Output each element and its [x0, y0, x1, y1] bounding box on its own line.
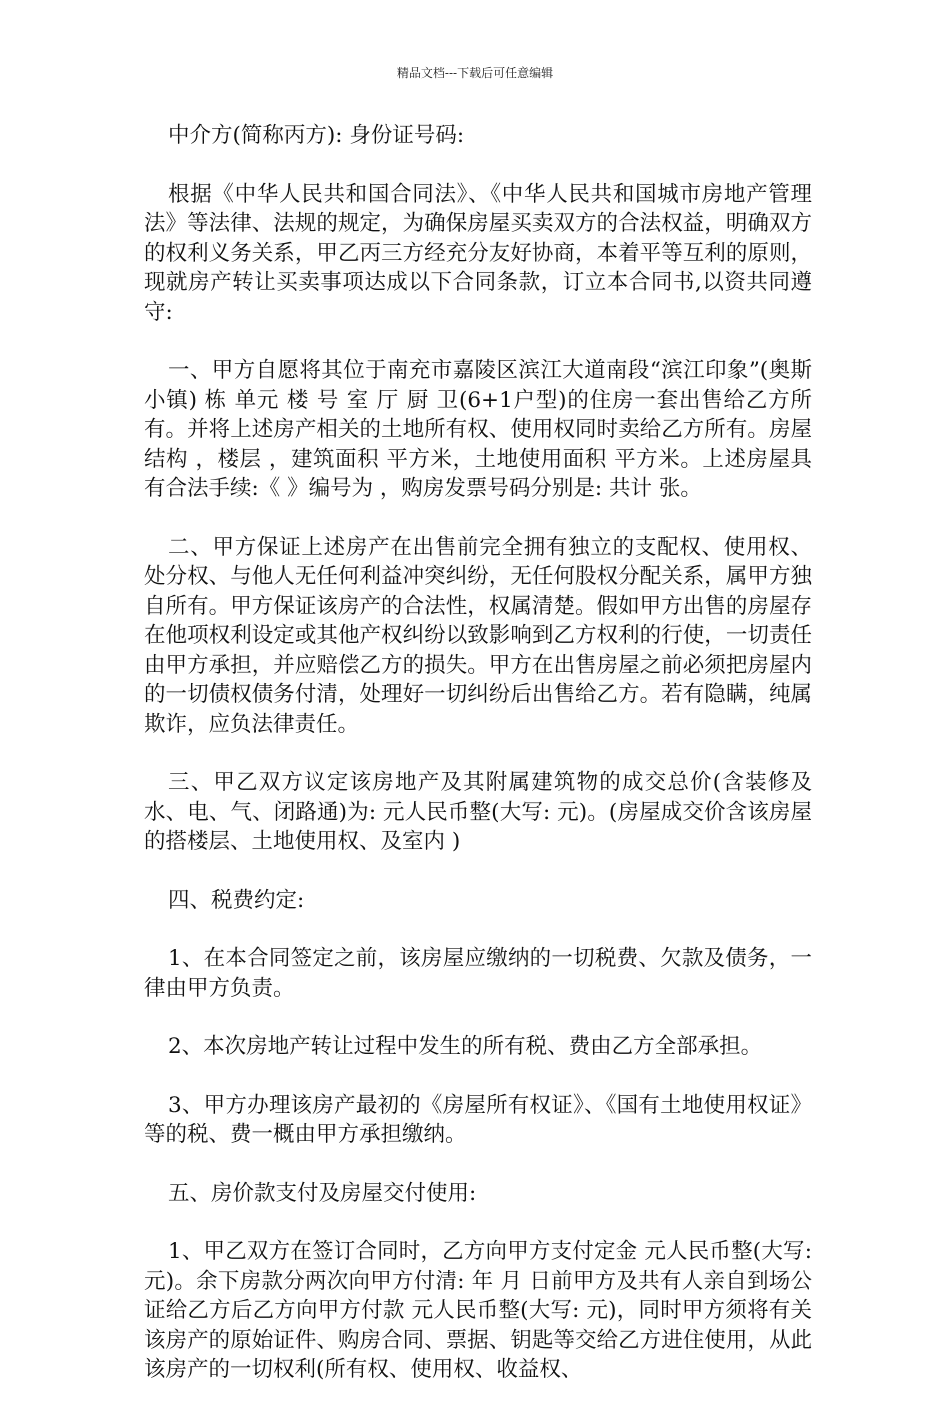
paragraph-mediator-info: 中介方(简称丙方): 身份证号码: — [168, 123, 465, 148]
page-header: 精品文档---下载后可任意编辑 — [396, 66, 554, 80]
document-body — [144, 121, 812, 1414]
paragraph-clause-4-heading: 四、税费约定: — [168, 887, 305, 913]
paragraph-clause-2: 二、甲方保证上述房产在出售前完全拥有独立的支配权、使用权、处分权、与他人无任何利益冲突纠纷，无任何股权分配关系，属甲方独自所有。甲方保证该房产的合法性，权属清楚。假如甲方出售的房屋存在他项权利设定或其他产权纠纷以致影响到乙方权利的行使，一切责任由甲方承担，并应赔偿乙方的损失。甲方在出售房屋之前必须把房屋内的一切债权债务付清，处理好一切纠纷后出售给乙方。若有隐瞒，纯属欺诈，应负法律责任。 — [144, 534, 812, 737]
paragraph-clause-4-item-1: 1、在本合同签定之前，该房屋应缴纳的一切税费、欠款及债务，一律由甲方负责。 — [144, 946, 812, 1001]
paragraph-clause-4-item-2: 2、本次房地产转让过程中发生的所有税、费由乙方全部承担。 — [168, 1034, 763, 1059]
paragraph-clause-1: 一、甲方自愿将其位于南充市嘉陵区滨江大道南段“滨江印象”(奥斯小镇) 栋 单元 楼 号 室 厅 厨 卫(6+1户型)的住房一套出售给乙方所有。并将上述房产相关的土地所有权、使用权同时卖给乙方所有。房屋结构 ，楼层 ，建筑面积 平方米，土地使用面积 平方米。上述房屋具有合法手续:《 》编号为 ，购房发票号码分别是: 共计 张。 — [144, 358, 812, 501]
paragraph-clause-3: 三、甲乙双方议定该房地产及其附属建筑物的成交总价(含装修及水、电、气、闭路通)为: 元人民币整(大写: 元)。(房屋成交价含该房屋的搭楼层、土地使用权、及室内 ) — [144, 770, 812, 854]
paragraph-preamble: 根据《中华人民共和国合同法》、《中华人民共和国城市房地产管理法》等法律、法规的规定，为确保房屋买卖双方的合法权益，明确双方的权利义务关系，甲乙丙三方经充分友好协商，本着平等互利的原则，现就房产转让买卖事项达成以下合同条款，订立本合同书,以资共同遵守: — [144, 181, 812, 325]
paragraph-clause-5-heading: 五、房价款支付及房屋交付使用: — [168, 1180, 477, 1206]
paragraph-clause-4-item-3: 3、甲方办理该房产最初的《房屋所有权证》、《国有土地使用权证》等的税、费一概由甲方承担缴纳。 — [144, 1092, 812, 1147]
paragraph-clause-5-item-1: 1、甲乙双方在签订合同时，乙方向甲方支付定金 元人民币整(大写: 元)。余下房款分两次向甲方付清: 年 月 日前甲方及共有人亲自到场公证给乙方后乙方向甲方付款 元人民币整(大写: 元)，同时甲方须将有关该房产的原始证件、购房合同、票据、钥匙等交给乙方进住使用，从此该房产的一切权利(所有权、使用权、收益权、 — [144, 1239, 812, 1382]
